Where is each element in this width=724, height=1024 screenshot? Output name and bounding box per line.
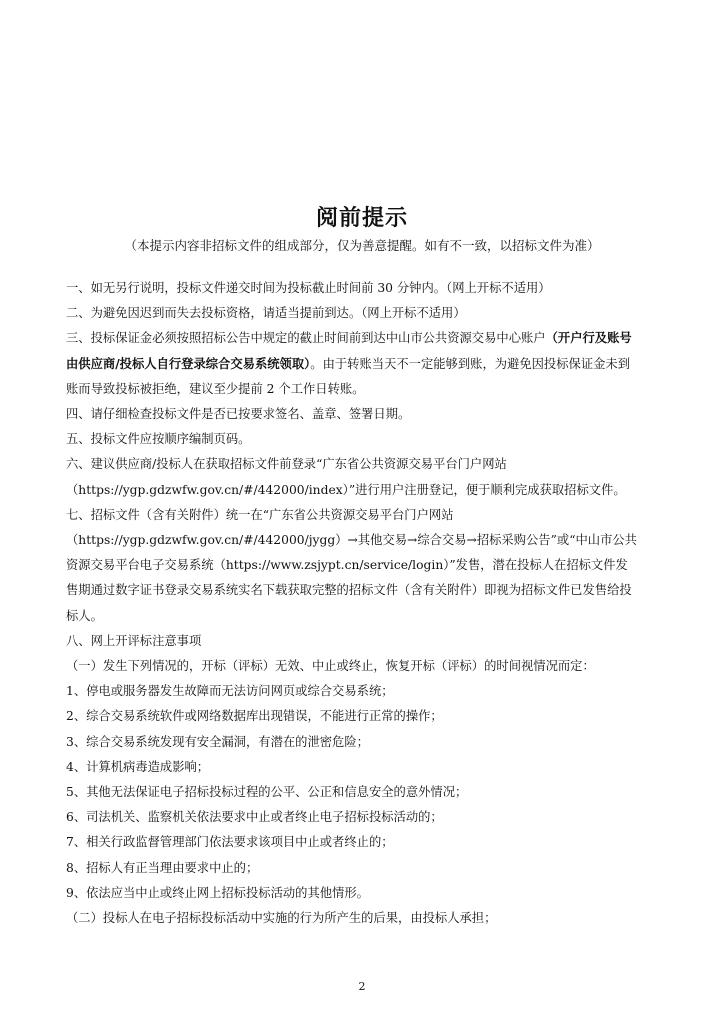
paragraph-line: 账而导致投标被拒绝，建议至少提前 2 个工作日转账。 [66, 381, 365, 396]
list-item: 6、司法机关、监察机关依法要求中止或者终止电子招标投标活动的； [66, 810, 443, 825]
text-segment: 。由于转账当天不一定能够到账，为避免因投标保证金未到 [310, 356, 631, 371]
paragraph-line [66, 326, 666, 351]
paragraph-line: 七、招标文件（含有关附件）统一在“广东省公共资源交易平台门户网站 [66, 507, 454, 522]
notice-body [66, 276, 666, 931]
bold-text: （开户行及账号 [545, 331, 632, 346]
page-subtitle: （本提示内容非招标文件的组成部分，仅为善意提醒。如有不一致，以招标文件为准） [124, 238, 600, 253]
paragraph-line: 资源交易平台电子交易系统（https://www.zsjypt.cn/service/login）”发售，潜在投标人在招标文件发 [66, 558, 628, 573]
paragraph-line: 售期通过数字证书登录交易系统实名下载获取完整的招标文件（含有关附件）即视为招标文件已发售给投 [66, 583, 632, 598]
list-item: 3、综合交易系统发现有安全漏洞，有潜在的泄密危险； [66, 734, 369, 749]
paragraph-line: （一）发生下列情况的，开标（评标）无效、中止或终止，恢复开标（评标）的时间视情况而定： [66, 659, 595, 674]
bold-text: 由供应商/投标人自行登录综合交易系统领取） [66, 356, 311, 371]
list-item: 2、综合交易系统软件或网络数据库出现错误，不能进行正常的操作； [66, 709, 443, 724]
paragraph-line: 四、请仔细检查投标文件是否已按要求签名、盖章、签署日期。 [66, 407, 411, 422]
paragraph-line: （https://ygp.gdzwfw.gov.cn/#/442000/jygg）→其他交易→综合交易→招标采购公告”或“中山市公共 [66, 533, 637, 548]
paragraph-line: 八、网上开评标注意事项 [66, 633, 202, 648]
paragraph-line: 六、建议供应商/投标人在获取招标文件前登录“广东省公共资源交易平台门户网站 [66, 457, 507, 472]
list-item: 9、依法应当中止或终止网上招标投标活动的其他情形。 [66, 885, 369, 900]
paragraph-line [66, 352, 666, 377]
paragraph-line: 一、如无另行说明，投标文件递交时间为投标截止时间前 30 分钟内。（网上开标不适用） [66, 281, 551, 295]
list-item: 8、招标人有正当理由要求中止的； [66, 860, 259, 875]
text-segment: 三、投标保证金必须按照招标公告中规定的截止时间前到达中山市公共资源交易中心账户 [66, 331, 546, 346]
paragraph-line: （https://ygp.gdzwfw.gov.cn/#/442000/index）”进行用户注册登记，便于顺利完成获取招标文件。 [66, 482, 626, 497]
page-number: 2 [358, 980, 366, 993]
paragraph-line: （二）投标人在电子招标投标活动中实施的行为所产生的后果，由投标人承担； [66, 911, 497, 926]
paragraph-line: 五、投标文件应按顺序编制页码。 [66, 432, 251, 447]
list-item: 7、相关行政监督管理部门依法要求该项目中止或者终止的； [66, 835, 394, 850]
list-item: 5、其他无法保证电子招标投标过程的公平、公正和信息安全的意外情况； [66, 785, 468, 800]
list-item: 4、计算机病毒造成影响； [66, 759, 210, 774]
paragraph-line: 二、为避免因迟到而失去投标资格，请适当提前到达。（网上开标不适用） [66, 306, 466, 321]
paragraph-line: 标人。 [66, 608, 103, 623]
page-title: 阅前提示 [315, 206, 408, 231]
list-item: 1、停电或服务器发生故障而无法访问网页或综合交易系统； [66, 684, 394, 699]
